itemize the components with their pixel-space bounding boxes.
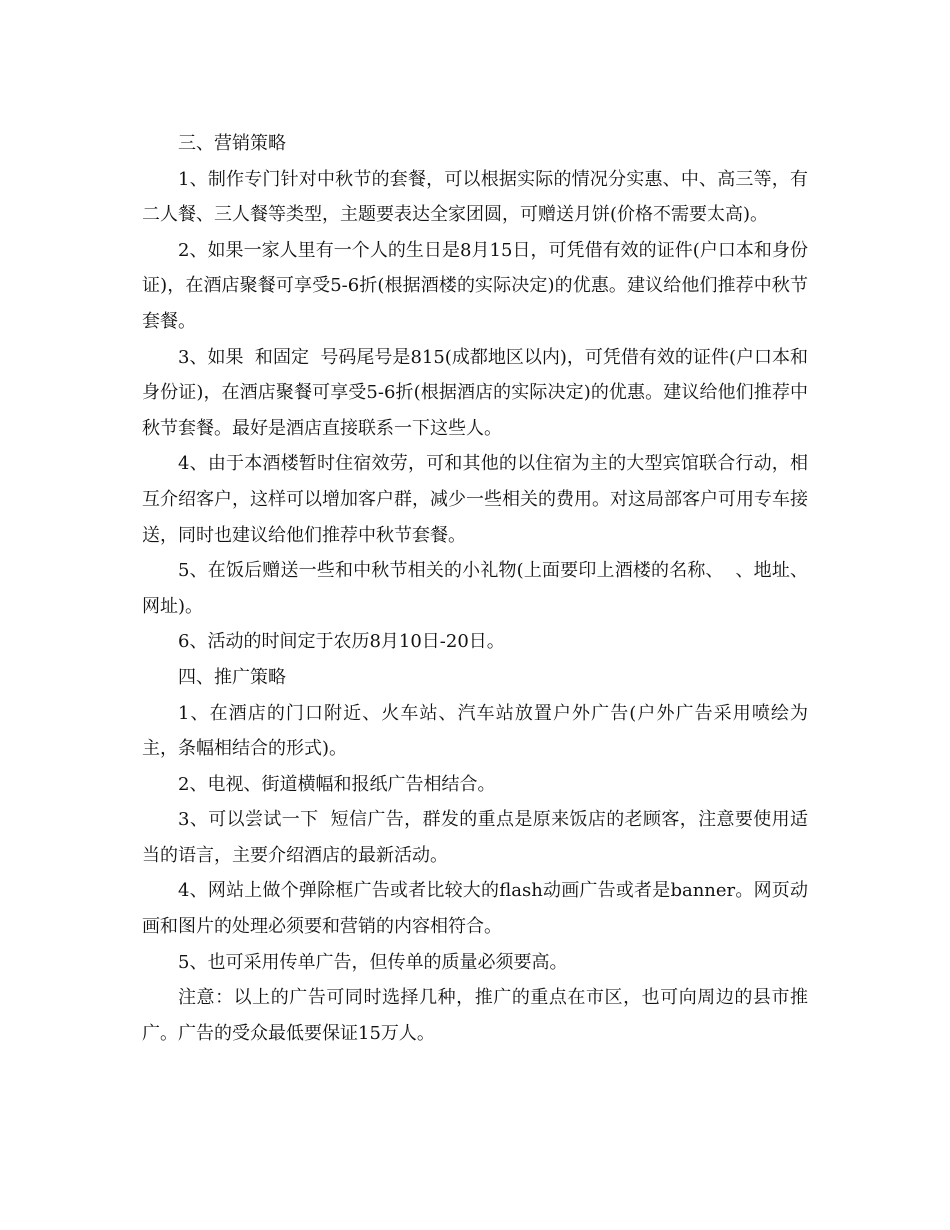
- note-paragraph: 注意：以上的广告可同时选择几种，推广的重点在市区，也可向周边的县市推广。广告的受众最低要保证15万人。: [142, 987, 808, 1044]
- paragraph: 5、在饭后赠送一些和中秋节相关的小礼物(上面要印上酒楼的名称、 、地址、网址)。: [142, 560, 808, 617]
- paragraph: 1、制作专门针对中秋节的套餐，可以根据实际的情况分实惠、中、高三等，有二人餐、三人餐等类型，主题要表达全家团圆，可赠送月饼(价格不需要太高)。: [142, 168, 808, 226]
- section-heading-marketing-strategy: 三、营销策略: [178, 133, 286, 154]
- section-heading-promotion-strategy: 四、推广策略: [178, 666, 286, 688]
- paragraph: 5、也可采用传单广告，但传单的质量必须要高。: [178, 951, 568, 973]
- document-body: [142, 126, 808, 1051]
- paragraph: 2、如果一家人里有一个人的生日是8月15日，可凭借有效的证件(户口本和身份证)，在酒店聚餐可享受5-6折(根据酒楼的实际决定)的优惠。建议给他们推荐中秋节套餐。: [142, 239, 808, 332]
- paragraph: 3、可以尝试一下 短信广告，群发的重点是原来饭店的老顾客，注意要使用适当的语言，主要介绍酒店的最新活动。: [142, 809, 808, 866]
- paragraph: 4、网站上做个弹除框广告或者比较大的flash动画广告或者是banner。网页动画和图片的处理必须要和营销的内容相符合。: [142, 880, 808, 938]
- paragraph: 3、如果 和固定 号码尾号是815(成都地区以内)，可凭借有效的证件(户口本和身份证)，在酒店聚餐可享受5-6折(根据酒店的实际决定)的优惠。建议给他们推荐中秋节套餐。最好是酒店直接联系一下这些人。: [142, 346, 808, 439]
- paragraph: 6、活动的时间定于农历8月10日-20日。: [178, 631, 505, 653]
- paragraph: 4、由于本酒楼暂时住宿效劳，可和其他的以住宿为主的大型宾馆联合行动，相互介绍客户，这样可以增加客户群，减少一些相关的费用。对这局部客户可用专车接送，同时也建议给他们推荐中秋节套餐。: [142, 453, 808, 546]
- paragraph: 1、在酒店的门口附近、火车站、汽车站放置户外广告(户外广告采用喷绘为主，条幅相结合的形式)。: [142, 702, 808, 760]
- paragraph: 2、电视、街道横幅和报纸广告相结合。: [178, 773, 496, 795]
